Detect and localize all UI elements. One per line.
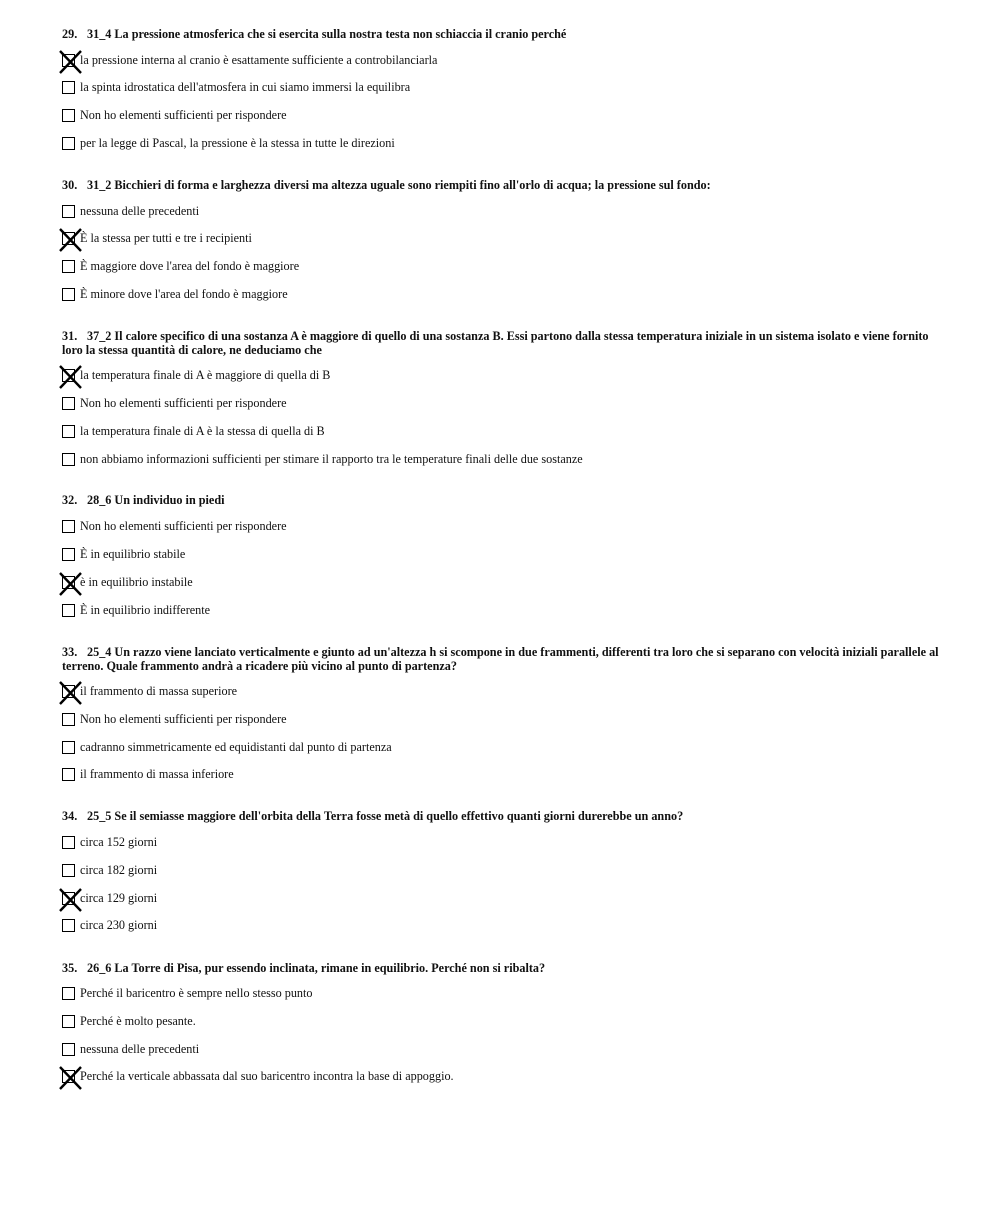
question-text: Se il semiasse maggiore dell'orbita della Terra fosse metà di quello effettivo quanti giorni durerebbe un anno?: [114, 809, 684, 823]
answer-option-label: il frammento di massa inferiore: [80, 767, 234, 781]
answer-option-label: la pressione interna al cranio è esattamente sufficiente a controbilanciarla: [80, 53, 438, 67]
answer-option[interactable]: [62, 109, 932, 126]
answer-option[interactable]: [62, 397, 932, 414]
question-text: La pressione atmosferica che si esercita sulla nostra testa non schiaccia il cranio perché: [114, 27, 567, 41]
question-text: Un individuo in piedi: [114, 493, 225, 507]
question-code: 25_4: [87, 645, 112, 659]
answer-option[interactable]: [62, 1043, 932, 1060]
answer-option[interactable]: [62, 232, 932, 249]
answer-option[interactable]: [62, 685, 932, 702]
question-text-block: [62, 809, 942, 823]
answer-option[interactable]: [62, 205, 932, 222]
checkbox[interactable]: [62, 713, 75, 726]
answer-option[interactable]: [62, 81, 932, 98]
answer-option[interactable]: [62, 425, 932, 442]
question-text: Bicchieri di forma e larghezza diversi ma altezza uguale sono riempiti fino all'orlo di acqua; la pressione sul fondo:: [114, 178, 711, 192]
question-text-block: [62, 961, 942, 975]
answer-option[interactable]: [62, 260, 932, 277]
question-text-block: [62, 329, 942, 357]
question-code: 31_2: [87, 178, 112, 192]
answer-option[interactable]: [62, 604, 932, 621]
answer-option-label: Non ho elementi sufficienti per rispondere: [80, 108, 287, 122]
checkbox[interactable]: [62, 109, 75, 122]
answer-option[interactable]: [62, 987, 932, 1004]
answer-option-label: per la legge di Pascal, la pressione è la stessa in tutte le direzioni: [80, 136, 395, 150]
answer-option[interactable]: [62, 1015, 932, 1032]
answer-option-label: È minore dove l'area del fondo è maggiore: [80, 287, 288, 301]
question-number: 30.: [62, 178, 78, 192]
question-text-block: [62, 493, 942, 507]
question-title: [62, 961, 942, 975]
answer-option[interactable]: [62, 713, 932, 730]
checkbox[interactable]: [62, 288, 75, 301]
question-code: 37_2: [87, 329, 112, 343]
question-number: 33.: [62, 645, 78, 659]
answer-option-label: circa 230 giorni: [80, 918, 158, 932]
answer-option[interactable]: [62, 520, 932, 537]
checkbox[interactable]: [62, 260, 75, 273]
question-text: Il calore specifico di una sostanza A è maggiore di quello di una sostanza B. Essi partono dalla stessa temperatura iniziale in un sistema isolato e viene fornito loro la stessa quantità di calore, ne deduciamo che: [62, 329, 929, 357]
question-title: [62, 809, 942, 823]
answer-option-label: nessuna delle precedenti: [80, 1042, 200, 1056]
answer-option[interactable]: [62, 836, 932, 853]
checkbox[interactable]: [62, 205, 75, 218]
answer-option[interactable]: [62, 288, 932, 305]
question-code: 26_6: [87, 961, 112, 975]
answer-option-label: È la stessa per tutti e tre i recipienti: [80, 231, 252, 245]
answer-option[interactable]: [62, 576, 932, 593]
checkbox[interactable]: [62, 397, 75, 410]
answer-option-label: Perché la verticale abbassata dal suo baricentro incontra la base di appoggio.: [80, 1069, 454, 1083]
answer-option[interactable]: [62, 453, 932, 470]
answer-option-label: Non ho elementi sufficienti per rispondere: [80, 396, 287, 410]
checkbox[interactable]: [62, 425, 75, 438]
answer-option[interactable]: [62, 864, 932, 881]
answer-option-label: nessuna delle precedenti: [80, 204, 200, 218]
checkbox[interactable]: [62, 864, 75, 877]
checkbox[interactable]: [62, 1015, 75, 1028]
answer-option-label: la temperatura finale di A è la stessa di quella di B: [80, 424, 325, 438]
answer-option-label: È maggiore dove l'area del fondo è maggiore: [80, 259, 300, 273]
answer-option-label: È in equilibrio indifferente: [80, 603, 211, 617]
answer-option[interactable]: [62, 1070, 932, 1087]
question-title: [62, 27, 942, 41]
question-code: 31_4: [87, 27, 112, 41]
checkbox[interactable]: [62, 741, 75, 754]
answer-option-label: è in equilibrio instabile: [80, 575, 193, 589]
answer-option[interactable]: [62, 768, 932, 785]
checkbox[interactable]: [62, 768, 75, 781]
answer-option-label: la temperatura finale di A è maggiore di quella di B: [80, 368, 331, 382]
checkbox[interactable]: [62, 137, 75, 150]
checkbox[interactable]: [62, 836, 75, 849]
question-number: 31.: [62, 329, 78, 343]
question-title: [62, 645, 942, 673]
question-number: 29.: [62, 27, 78, 41]
answer-option-label: la spinta idrostatica dell'atmosfera in cui siamo immersi la equilibra: [80, 80, 411, 94]
question-text-block: [62, 178, 942, 192]
answer-option[interactable]: [62, 137, 932, 154]
answer-option[interactable]: [62, 919, 932, 936]
question-text: La Torre di Pisa, pur essendo inclinata, rimane in equilibrio. Perché non si ribalta?: [114, 961, 546, 975]
answer-option-label: circa 182 giorni: [80, 863, 158, 877]
answer-option-label: cadranno simmetricamente ed equidistanti dal punto di partenza: [80, 740, 392, 754]
checkbox[interactable]: [62, 520, 75, 533]
answer-option-label: non abbiamo informazioni sufficienti per stimare il rapporto tra le temperature finali delle due sostanze: [80, 452, 583, 466]
question-title: [62, 493, 942, 507]
checkbox[interactable]: [62, 453, 75, 466]
question-number: 35.: [62, 961, 78, 975]
answer-option-label: circa 152 giorni: [80, 835, 158, 849]
question-number: 32.: [62, 493, 78, 507]
question-text: Un razzo viene lanciato verticalmente e giunto ad un'altezza h si scompone in due frammenti, differenti tra loro che si separano con velocità iniziali parallele al terreno. Quale frammento andrà a ricadere più vicino al punto di partenza?: [62, 645, 939, 673]
answer-option-label: Non ho elementi sufficienti per rispondere: [80, 519, 287, 533]
answer-option-label: Perché il baricentro è sempre nello stesso punto: [80, 986, 313, 1000]
checkbox[interactable]: [62, 604, 75, 617]
question-code: 25_5: [87, 809, 112, 823]
checkbox[interactable]: [62, 1043, 75, 1056]
checkbox[interactable]: [62, 548, 75, 561]
question-text-block: [62, 645, 942, 673]
answer-option[interactable]: [62, 369, 932, 386]
checkbox[interactable]: [62, 987, 75, 1000]
answer-option[interactable]: [62, 54, 932, 71]
question-code: 28_6: [87, 493, 112, 507]
question-text-block: [62, 27, 942, 41]
answer-option-label: Perché è molto pesante.: [80, 1014, 196, 1028]
answer-option-label: il frammento di massa superiore: [80, 684, 238, 698]
answer-option[interactable]: [62, 548, 932, 565]
answer-option[interactable]: [62, 892, 932, 909]
answer-option-label: È in equilibrio stabile: [80, 547, 186, 561]
question-number: 34.: [62, 809, 78, 823]
answer-option[interactable]: [62, 741, 932, 758]
checkbox[interactable]: [62, 919, 75, 932]
answer-option-label: Non ho elementi sufficienti per rispondere: [80, 712, 287, 726]
checkbox[interactable]: [62, 81, 75, 94]
answer-option-label: circa 129 giorni: [80, 891, 158, 905]
question-title: [62, 329, 942, 357]
question-title: [62, 178, 942, 192]
